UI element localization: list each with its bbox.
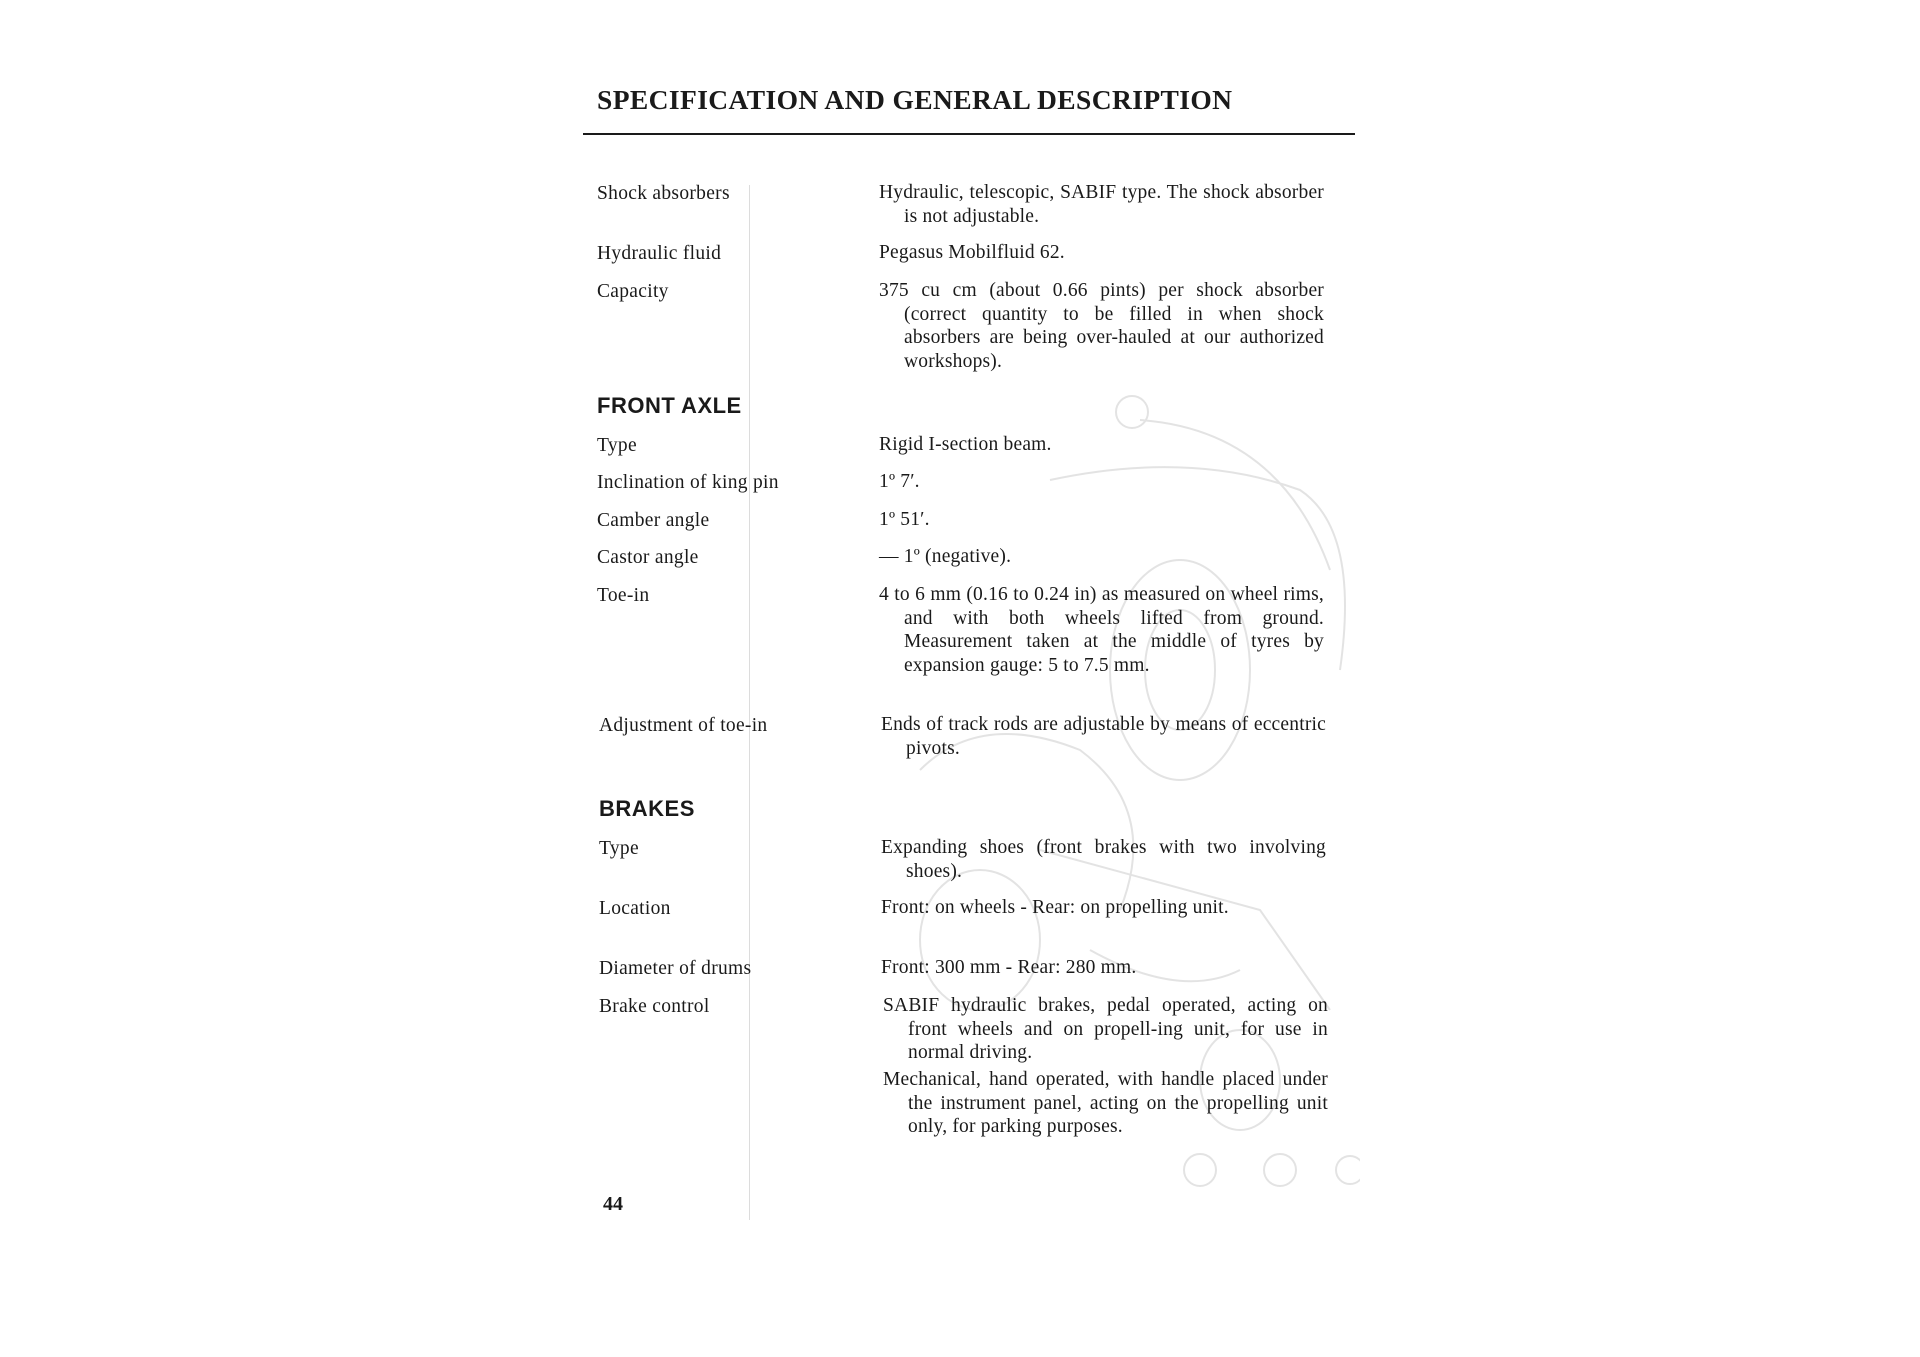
label-castor-angle: Castor angle: [597, 547, 699, 568]
value-hydraulic-fluid: Pegasus Mobilfluid 62.: [879, 242, 1065, 263]
value-king-pin-inclination: 1º 7′.: [879, 471, 920, 492]
value-brake-type: Expanding shoes (front brakes with two involving shoes).: [881, 837, 1326, 882]
page-title: SPECIFICATION AND GENERAL DESCRIPTION: [597, 84, 1233, 115]
label-toe-in-adjustment: Adjustment of toe-in: [599, 715, 768, 736]
value-toe-in-adjustment: Ends of track rods are adjustable by means of eccentric pivots.: [881, 714, 1326, 759]
value-brake-control: SABIF hydraulic brakes, pedal operated, acting on front wheels and on propell-ing unit, for use in normal driving.: [883, 995, 1328, 1063]
label-shock-absorbers: Shock absorbers: [597, 183, 730, 204]
value-camber-angle: 1º 51′.: [879, 509, 930, 530]
label-hydraulic-fluid: Hydraulic fluid: [597, 243, 722, 264]
label-capacity: Capacity: [597, 281, 669, 302]
value-castor-angle: — 1º (negative).: [879, 546, 1012, 567]
value-axle-type: Rigid I-section beam.: [879, 434, 1052, 455]
label-brake-type: Type: [599, 838, 639, 859]
title-rule: [583, 133, 1355, 135]
section-heading-brakes: BRAKES: [599, 796, 695, 821]
label-king-pin-inclination: Inclination of king pin: [597, 472, 779, 493]
label-brake-control: Brake control: [599, 996, 710, 1017]
label-brake-location: Location: [599, 898, 671, 919]
label-camber-angle: Camber angle: [597, 510, 710, 531]
value-shock-absorbers: Hydraulic, telescopic, SABIF type. The shock absorber is not adjustable.: [879, 182, 1324, 227]
value-hand-brake: Mechanical, hand operated, with handle placed under the instrument panel, acting on the propelling unit only, for parking purposes.: [883, 1069, 1328, 1137]
label-toe-in: Toe-in: [597, 585, 650, 606]
value-capacity: 375 cu cm (about 0.66 pints) per shock absorber (correct quantity to be filled in when shock absorbers are being over-hauled at our authorized workshops).: [879, 280, 1324, 372]
column-divider: [749, 185, 750, 1220]
value-drum-diameter: Front: 300 mm - Rear: 280 mm.: [881, 957, 1137, 978]
value-toe-in: 4 to 6 mm (0.16 to 0.24 in) as measured on wheel rims, and with both wheels lifted from ground. Measurement taken at the middle of tyres by expansion gauge: 5 to 7.5 mm.: [879, 584, 1324, 676]
label-axle-type: Type: [597, 435, 637, 456]
value-brake-location: Front: on wheels - Rear: on propelling unit.: [881, 897, 1229, 918]
label-drum-diameter: Diameter of drums: [599, 958, 752, 979]
page-number: 44: [603, 1193, 623, 1215]
section-heading-front-axle: FRONT AXLE: [597, 393, 742, 418]
